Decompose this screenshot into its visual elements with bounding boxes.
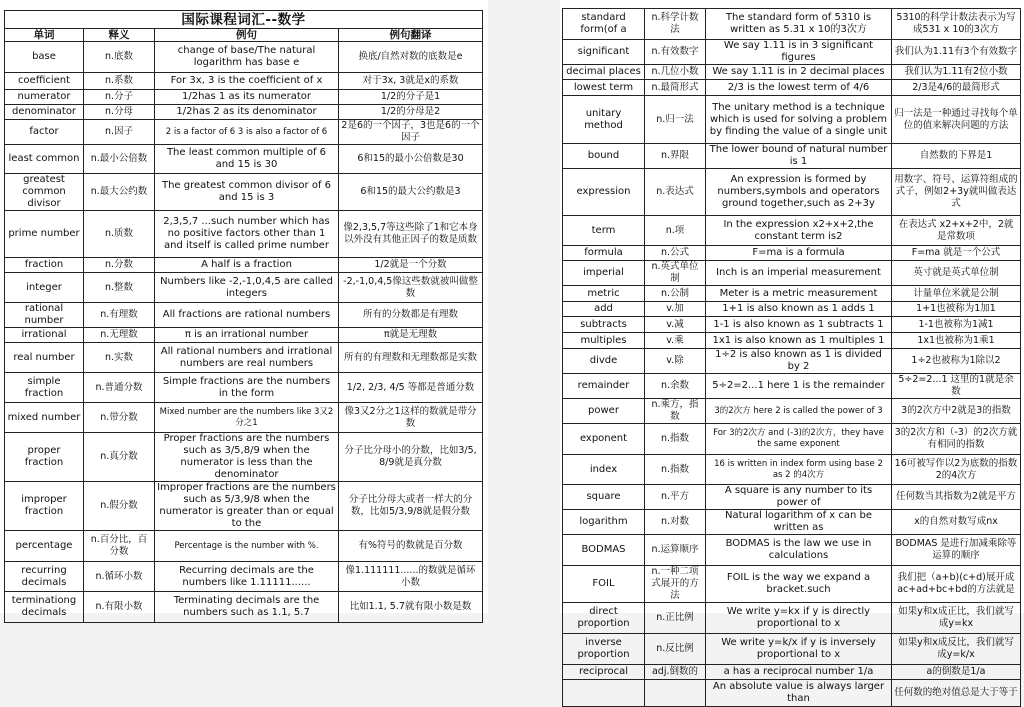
meaning-cell: n.公制 — [645, 286, 706, 302]
example-cell: 3的2次方 here 2 is called the power of 3 — [706, 399, 892, 424]
table-row — [5, 42, 483, 73]
word-cell: formula — [563, 246, 645, 261]
word-cell: prime number — [5, 211, 84, 258]
meaning-cell: n.假分数 — [84, 482, 155, 531]
translation-cell: 2/3是4/6的最简形式 — [892, 80, 1021, 96]
meaning-cell: n.有限小数 — [84, 592, 155, 623]
meaning-cell: n.分母 — [84, 105, 155, 120]
table-row — [5, 328, 483, 343]
table-row — [5, 105, 483, 120]
meaning-cell: n.公式 — [645, 246, 706, 261]
example-cell: Natural logarithm of x can be written as — [706, 510, 892, 535]
translation-cell: 1÷2也被称为1除以2 — [892, 349, 1021, 374]
header-translation: 例句翻译 — [339, 29, 483, 42]
translation-cell: 自然数的下界是1 — [892, 144, 1021, 169]
left-page — [0, 0, 488, 618]
word-cell: term — [563, 216, 645, 246]
word-cell: unitary method — [563, 96, 645, 144]
translation-cell: 6和15的最大公约数是3 — [339, 174, 483, 211]
meaning-cell: n.系数 — [84, 73, 155, 90]
word-cell: real number — [5, 343, 84, 373]
example-cell: Proper fractions are the numbers such as 3/5,8/9 when the numerator is less than the denominator — [155, 433, 339, 482]
translation-cell: 2是6的一个因子，3也是6的一个因子 — [339, 120, 483, 145]
table-row — [563, 603, 1021, 634]
table-row — [563, 169, 1021, 216]
meaning-cell: n.英式单位制 — [645, 261, 706, 286]
meaning-cell: n.表达式 — [645, 169, 706, 216]
meaning-cell: n.真分数 — [84, 433, 155, 482]
word-cell: subtracts — [563, 317, 645, 333]
translation-cell: BODMAS 是进行加减乘除等运算的顺序 — [892, 535, 1021, 566]
meaning-cell: v.加 — [645, 302, 706, 317]
word-cell: standard form(of a — [563, 9, 645, 40]
document-title: 国际课程词汇--数学 — [5, 11, 483, 29]
header-example: 例句 — [155, 29, 339, 42]
meaning-cell: n.整数 — [84, 273, 155, 303]
example-cell: The least common multiple of 6 and 15 is 30 — [155, 145, 339, 174]
table-row — [563, 40, 1021, 65]
example-cell: 1x1 is also known as 1 multiples 1 — [706, 333, 892, 349]
meaning-cell: v.除 — [645, 349, 706, 374]
right-page — [560, 0, 1024, 704]
example-cell: The greatest common divisor of 6 and 15 is 3 — [155, 174, 339, 211]
example-cell: 1-1 is also known as 1 subtracts 1 — [706, 317, 892, 333]
table-row — [563, 566, 1021, 603]
translation-cell: 6和15的最小公倍数是30 — [339, 145, 483, 174]
word-cell: proper fraction — [5, 433, 84, 482]
table-row — [563, 510, 1021, 535]
table-row — [563, 374, 1021, 399]
right-vocabulary-table — [562, 8, 1021, 707]
translation-cell: 1/2, 2/3, 4/5 等都是普通分数 — [339, 373, 483, 403]
example-cell: F=ma is a formula — [706, 246, 892, 261]
table-row — [5, 531, 483, 562]
translation-cell: 我们把（a+b)(c+d)展开成ac+ad+bc+bd的方法就是 — [892, 566, 1021, 603]
meaning-cell: n.百分比，百分数 — [84, 531, 155, 562]
meaning-cell: n.质数 — [84, 211, 155, 258]
word-cell: significant — [563, 40, 645, 65]
word-cell: factor — [5, 120, 84, 145]
table-row — [563, 286, 1021, 302]
word-cell: BODMAS — [563, 535, 645, 566]
translation-cell: 用数字、符号、运算符组成的式子，例如2+3y就叫做表达式 — [892, 169, 1021, 216]
meaning-cell: n.乘方，指数 — [645, 399, 706, 424]
example-cell: For 3的2次方 and (-3)的2次方，they have the same exponent — [706, 424, 892, 455]
example-cell: Improper fractions are the numbers such as 5/3,9/8 when the numerator is greater than or equal to the — [155, 482, 339, 531]
table-row — [5, 90, 483, 105]
example-cell: 16 is written in index form using base 2 as 2 的4次方 — [706, 455, 892, 485]
word-cell: direct proportion — [563, 603, 645, 634]
meaning-cell: n.分数 — [84, 258, 155, 273]
word-cell: mixed number — [5, 403, 84, 433]
translation-cell: 任何数的绝对值总是大于等于 — [892, 680, 1021, 707]
example-cell: We say 1.11 is in 3 significant figures — [706, 40, 892, 65]
table-row — [563, 455, 1021, 485]
table-row — [563, 485, 1021, 510]
translation-cell: 英寸就是英式单位制 — [892, 261, 1021, 286]
meaning-cell: n.无理数 — [84, 328, 155, 343]
example-cell: 1÷2 is also known as 1 is divided by 2 — [706, 349, 892, 374]
translation-cell: 我们认为1.11有3个有效数字 — [892, 40, 1021, 65]
word-cell: terminationg decimals — [5, 592, 84, 623]
translation-cell: 任何数当其指数为2就是平方 — [892, 485, 1021, 510]
meaning-cell: n.平方 — [645, 485, 706, 510]
example-cell: 2,3,5,7 ...such number which has no positive factors other than 1 and itself is called prime number — [155, 211, 339, 258]
translation-cell: 1/2的分子是1 — [339, 90, 483, 105]
table-row — [563, 144, 1021, 169]
table-row — [563, 665, 1021, 680]
table-row — [5, 273, 483, 303]
table-row — [5, 73, 483, 90]
translation-cell: 3的2次方中2就是3的指数 — [892, 399, 1021, 424]
example-cell: Simple fractions are the numbers in the form — [155, 373, 339, 403]
translation-cell: 5÷2=2...1 这里的1就是余数 — [892, 374, 1021, 399]
translation-cell: 分子比分母大或者一样大的分数，比如5/3,9/8就是假分数 — [339, 482, 483, 531]
example-cell: A half is a fraction — [155, 258, 339, 273]
meaning-cell: n.最简形式 — [645, 80, 706, 96]
translation-cell: 3的2次方和（-3）的2次方就有相同的指数 — [892, 424, 1021, 455]
translation-cell: 5310的科学计数法表示为写成531 x 10的3次方 — [892, 9, 1021, 40]
meaning-cell: n.项 — [645, 216, 706, 246]
table-row — [5, 482, 483, 531]
translation-cell: 1/2就是一个分数 — [339, 258, 483, 273]
example-cell: All fractions are rational numbers — [155, 303, 339, 328]
meaning-cell: n.归一法 — [645, 96, 706, 144]
word-cell: FOIL — [563, 566, 645, 603]
translation-cell: 在表达式 x2+x+2中，2就是常数项 — [892, 216, 1021, 246]
meaning-cell: n.最大公约数 — [84, 174, 155, 211]
meaning-cell: v.减 — [645, 317, 706, 333]
word-cell: divde — [563, 349, 645, 374]
table-row — [5, 258, 483, 273]
example-cell: Meter is a metric measurement — [706, 286, 892, 302]
table-row — [5, 174, 483, 211]
table-row — [563, 424, 1021, 455]
translation-cell: 1/2的分母是2 — [339, 105, 483, 120]
table-row — [563, 535, 1021, 566]
word-cell: coefficient — [5, 73, 84, 90]
translation-cell: x的自然对数写成nx — [892, 510, 1021, 535]
word-cell: denominator — [5, 105, 84, 120]
meaning-cell: adj.倒数的 — [645, 665, 706, 680]
header-word: 单词 — [5, 29, 84, 42]
translation-cell: 像1.111111......的数就是循环小数 — [339, 562, 483, 592]
meaning-cell: n.几位小数 — [645, 65, 706, 80]
translation-cell: π就是无理数 — [339, 328, 483, 343]
word-cell — [563, 680, 645, 707]
word-cell: simple fraction — [5, 373, 84, 403]
meaning-cell: n.分子 — [84, 90, 155, 105]
example-cell: Recurring decimals are the numbers like 1.11111...... — [155, 562, 339, 592]
table-row — [563, 399, 1021, 424]
table-row — [563, 302, 1021, 317]
translation-cell: 我们认为1.11有2位小数 — [892, 65, 1021, 80]
translation-cell: 归一法是一种通过寻找每个单位的值来解决问题的方法 — [892, 96, 1021, 144]
translation-cell: 如果y和x成正比，我们就写成y=kx — [892, 603, 1021, 634]
meaning-cell: n.运算顺序 — [645, 535, 706, 566]
example-cell: We say 1.11 is in 2 decimal places — [706, 65, 892, 80]
meaning-cell: n.界限 — [645, 144, 706, 169]
word-cell: improper fraction — [5, 482, 84, 531]
word-cell: percentage — [5, 531, 84, 562]
meaning-cell: n.因子 — [84, 120, 155, 145]
example-cell: We write y=k/x if y is inversely proportional to x — [706, 634, 892, 665]
table-row — [563, 333, 1021, 349]
word-cell: decimal places — [563, 65, 645, 80]
word-cell: square — [563, 485, 645, 510]
word-cell: add — [563, 302, 645, 317]
translation-cell: 像3又2分之1这样的数就是带分数 — [339, 403, 483, 433]
translation-cell: 换底/自然对数的底数是e — [339, 42, 483, 73]
word-cell: power — [563, 399, 645, 424]
meaning-cell: n.反比例 — [645, 634, 706, 665]
word-cell: reciprocal — [563, 665, 645, 680]
table-row — [5, 403, 483, 433]
meaning-cell: n.最小公倍数 — [84, 145, 155, 174]
word-cell: base — [5, 42, 84, 73]
example-cell: All rational numbers and irrational numbers are real numbers — [155, 343, 339, 373]
translation-cell: 计量单位米就是公制 — [892, 286, 1021, 302]
meaning-cell: n.有理数 — [84, 303, 155, 328]
word-cell: integer — [5, 273, 84, 303]
word-cell: multiples — [563, 333, 645, 349]
word-cell: index — [563, 455, 645, 485]
translation-cell: 所有的有理数和无理数都是实数 — [339, 343, 483, 373]
translation-cell: F=ma 就是一个公式 — [892, 246, 1021, 261]
translation-cell: 1x1也被称为1乘1 — [892, 333, 1021, 349]
word-cell: numerator — [5, 90, 84, 105]
header-meaning: 释义 — [84, 29, 155, 42]
example-cell: A square is any number to its power of — [706, 485, 892, 510]
example-cell: 5÷2=2...1 here 1 is the remainder — [706, 374, 892, 399]
meaning-cell: n.余数 — [645, 374, 706, 399]
meaning-cell: n.有效数字 — [645, 40, 706, 65]
translation-cell: 如果y和x成反比，我们就写成y=k/x — [892, 634, 1021, 665]
word-cell: fraction — [5, 258, 84, 273]
word-cell: recurring decimals — [5, 562, 84, 592]
translation-cell: 16可被写作以2为底数的指数2的4次方 — [892, 455, 1021, 485]
meaning-cell: n.底数 — [84, 42, 155, 73]
table-row — [5, 592, 483, 623]
meaning-cell: v.乘 — [645, 333, 706, 349]
example-cell: change of base/The natural logarithm has base e — [155, 42, 339, 73]
meaning-cell: n.科学计数法 — [645, 9, 706, 40]
table-row — [5, 373, 483, 403]
meaning-cell: n.带分数 — [84, 403, 155, 433]
word-cell: exponent — [563, 424, 645, 455]
translation-cell: 1+1也被称为1加1 — [892, 302, 1021, 317]
example-cell: 2 is a factor of 6 3 is also a factor of 6 — [155, 120, 339, 145]
translation-cell: 1-1也被称为1减1 — [892, 317, 1021, 333]
meaning-cell: n.正比例 — [645, 603, 706, 634]
word-cell: metric — [563, 286, 645, 302]
table-row — [5, 120, 483, 145]
example-cell: 1/2has 2 as its denominator — [155, 105, 339, 120]
translation-cell: 有%符号的数就是百分数 — [339, 531, 483, 562]
word-cell: inverse proportion — [563, 634, 645, 665]
example-cell: For 3x, 3 is the coefficient of x — [155, 73, 339, 90]
word-cell: logarithm — [563, 510, 645, 535]
translation-cell: 像2,3,5,7等这些除了1和它本身以外没有其他正因子的数是质数 — [339, 211, 483, 258]
example-cell: BODMAS is the law we use in calculations — [706, 535, 892, 566]
table-row — [5, 433, 483, 482]
translation-cell: 对于3x, 3就是x的系数 — [339, 73, 483, 90]
example-cell: Numbers like -2,-1,0,4,5 are called integers — [155, 273, 339, 303]
example-cell: 1/2has 1 as its numerator — [155, 90, 339, 105]
meaning-cell: n.循环小数 — [84, 562, 155, 592]
example-cell: 2/3 is the lowest term of 4/6 — [706, 80, 892, 96]
example-cell: 1+1 is also known as 1 adds 1 — [706, 302, 892, 317]
table-row — [563, 246, 1021, 261]
meaning-cell: n.指数 — [645, 424, 706, 455]
example-cell: We write y=kx if y is directly proportional to x — [706, 603, 892, 634]
table-row — [563, 9, 1021, 40]
table-row — [563, 349, 1021, 374]
translation-cell: -2,-1,0,4,5像这些数就被叫做整数 — [339, 273, 483, 303]
table-row — [563, 80, 1021, 96]
translation-cell: 分子比分母小的分数，比如3/5, 8/9就是真分数 — [339, 433, 483, 482]
meaning-cell: n.实数 — [84, 343, 155, 373]
word-cell: remainder — [563, 374, 645, 399]
example-cell: An absolute value is always larger than — [706, 680, 892, 707]
example-cell: FOIL is the way we expand a bracket.such — [706, 566, 892, 603]
left-vocabulary-table — [4, 10, 483, 623]
table-row — [563, 680, 1021, 707]
word-cell: bound — [563, 144, 645, 169]
example-cell: An expression is formed by numbers,symbols and operators ground together,such as 2+3y — [706, 169, 892, 216]
example-cell: Inch is an imperial measurement — [706, 261, 892, 286]
example-cell: The lower bound of natural number is 1 — [706, 144, 892, 169]
table-row — [563, 216, 1021, 246]
translation-cell: 所有的分数都是有理数 — [339, 303, 483, 328]
word-cell: least common — [5, 145, 84, 174]
example-cell: a has a reciprocal number 1/a — [706, 665, 892, 680]
word-cell: expression — [563, 169, 645, 216]
meaning-cell: n.指数 — [645, 455, 706, 485]
meaning-cell: n.对数 — [645, 510, 706, 535]
table-row — [563, 261, 1021, 286]
word-cell: irrational — [5, 328, 84, 343]
table-row — [5, 145, 483, 174]
table-row — [563, 96, 1021, 144]
meaning-cell: n.普通分数 — [84, 373, 155, 403]
example-cell: π is an irrational number — [155, 328, 339, 343]
table-row — [5, 303, 483, 328]
table-row — [5, 211, 483, 258]
table-row — [563, 634, 1021, 665]
example-cell: The standard form of 5310 is written as 5.31 x 10的3次方 — [706, 9, 892, 40]
table-row — [563, 65, 1021, 80]
example-cell: Mixed number are the numbers like 3又2分之1 — [155, 403, 339, 433]
translation-cell: 比如1.1, 5.7就有限小数是数 — [339, 592, 483, 623]
example-cell: Terminating decimals are the numbers such as 1.1, 5.7 — [155, 592, 339, 623]
table-row — [563, 317, 1021, 333]
word-cell: lowest term — [563, 80, 645, 96]
watermark — [980, 569, 1020, 599]
meaning-cell: n.一种二项式展开的方法 — [645, 566, 706, 603]
example-cell: In the expression x2+x+2,the constant term is2 — [706, 216, 892, 246]
table-row — [5, 343, 483, 373]
translation-cell: a的倒数是1/a — [892, 665, 1021, 680]
meaning-cell — [645, 680, 706, 707]
word-cell: rational number — [5, 303, 84, 328]
word-cell: greatest common divisor — [5, 174, 84, 211]
example-cell: The unitary method is a technique which is used for solving a problem by finding the value of a single unit — [706, 96, 892, 144]
table-row — [5, 562, 483, 592]
word-cell: imperial — [563, 261, 645, 286]
example-cell: Percentage is the number with %. — [155, 531, 339, 562]
